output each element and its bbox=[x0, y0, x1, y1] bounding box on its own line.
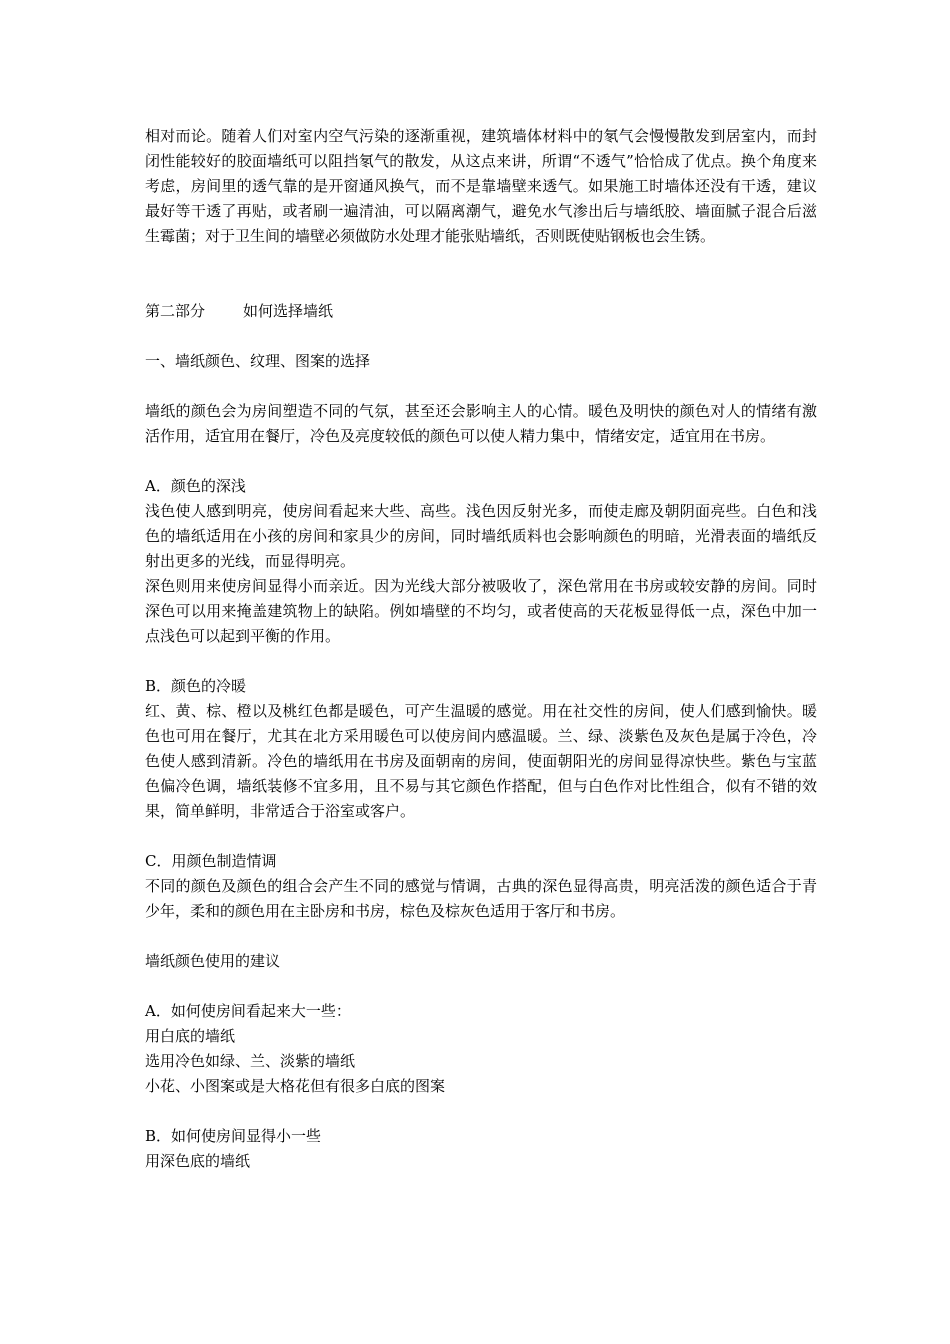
spacer bbox=[145, 324, 817, 349]
smaller-heading: B．如何使房间显得小一些 bbox=[145, 1127, 322, 1145]
spacer bbox=[145, 1099, 817, 1124]
bigger-heading: A．如何使房间看起来大一些： bbox=[145, 1002, 351, 1020]
spacer bbox=[145, 924, 817, 949]
temperature-heading: B．颜色的冷暖 bbox=[145, 677, 247, 695]
section-one-heading: 一、墙纸颜色、纹理、图案的选择 bbox=[145, 352, 371, 370]
spacer bbox=[145, 374, 817, 399]
part-two-heading bbox=[145, 299, 817, 324]
depth-light-paragraph: 浅色使人感到明亮，使房间看起来大些、高些。浅色因反射光多，而使走廊及朝阴面亮些。白色和浅色的墙纸适用在小孩的房间和家具少的房间，同时墙纸质料也会影响颜色的明暗，光滑表面的墙纸反射出更多的光线，而显得明亮。 bbox=[145, 502, 817, 570]
suggestions-heading: 墙纸颜色使用的建议 bbox=[145, 952, 281, 970]
depth-dark-paragraph: 深色则用来使房间显得小而亲近。因为光线大部分被吸收了，深色常用在书房或较安静的房间。同时深色可以用来掩盖建筑物上的缺陷。例如墙壁的不均匀，或者使高的天花板显得低一点，深色中加一点浅色可以起到平衡的作用。 bbox=[145, 577, 817, 645]
spacer bbox=[145, 974, 817, 999]
spacer bbox=[145, 824, 817, 849]
mood-paragraph: 不同的颜色及颜色的组合会产生不同的感觉与情调，古典的深色显得高贵，明亮活泼的颜色适合于青少年，柔和的颜色用在主卧房和书房，棕色及棕灰色适用于客厅和书房。 bbox=[145, 877, 817, 920]
bigger-item: 选用冷色如绿、兰、淡紫的墙纸 bbox=[145, 1052, 356, 1070]
bigger-item: 用白底的墙纸 bbox=[145, 1027, 236, 1045]
temperature-paragraph: 红、黄、棕、橙以及桃红色都是暖色，可产生温暖的感觉。用在社交性的房间，使人们感到愉快。暖色也可用在餐厅，尤其在北方采用暖色可以使房间内感温暖。兰、绿、淡紫色及灰色是属于冷色，冷色使人感到清新。冷色的墙纸用在书房及面朝南的房间，使面朝阳光的房间显得凉快些。紫色与宝蓝色偏冷色调，墙纸装修不宜多用，且不易与其它颜色作搭配，但与白色作对比性组合，似有不错的效果，简单鲜明，非常适合于浴室或客户。 bbox=[145, 702, 817, 820]
intro-paragraph: 相对而论。随着人们对室内空气污染的逐渐重视，建筑墙体材料中的氡气会慢慢散发到居室内，而封闭性能较好的胶面墙纸可以阻挡氡气的散发，从这点来讲，所谓“不透气”恰恰成了优点。换个角度来考虑，房间里的透气靠的是开窗通风换气，而不是靠墙壁来透气。如果施工时墙体还没有干透，建议最好等干透了再贴，或者刷一遍清油，可以隔离潮气，避免水气渗出后与墙纸胶、墙面腻子混合后滋生霉菌；对于卫生间的墙壁必须做防水处理才能张贴墙纸，否则既使贴钢板也会生锈。 bbox=[145, 127, 817, 245]
smaller-item: 用深色底的墙纸 bbox=[145, 1152, 251, 1170]
spacer bbox=[145, 449, 817, 474]
part-two-title: 如何选择墙纸 bbox=[243, 302, 334, 320]
spacer bbox=[145, 649, 817, 674]
part-two-label: 第二部分 bbox=[145, 302, 206, 320]
color-intro-paragraph: 墙纸的颜色会为房间塑造不同的气氛，甚至还会影响主人的心情。暖色及明快的颜色对人的情绪有激活作用，适宜用在餐厅，冷色及亮度较低的颜色可以使人精力集中，情绪安定，适宜用在书房。 bbox=[145, 402, 817, 445]
spacer bbox=[145, 249, 817, 299]
document-page bbox=[145, 124, 817, 1174]
mood-heading: C．用颜色制造情调 bbox=[145, 852, 277, 870]
depth-heading: A．颜色的深浅 bbox=[145, 477, 246, 495]
bigger-item: 小花、小图案或是大格花但有很多白底的图案 bbox=[145, 1077, 446, 1095]
